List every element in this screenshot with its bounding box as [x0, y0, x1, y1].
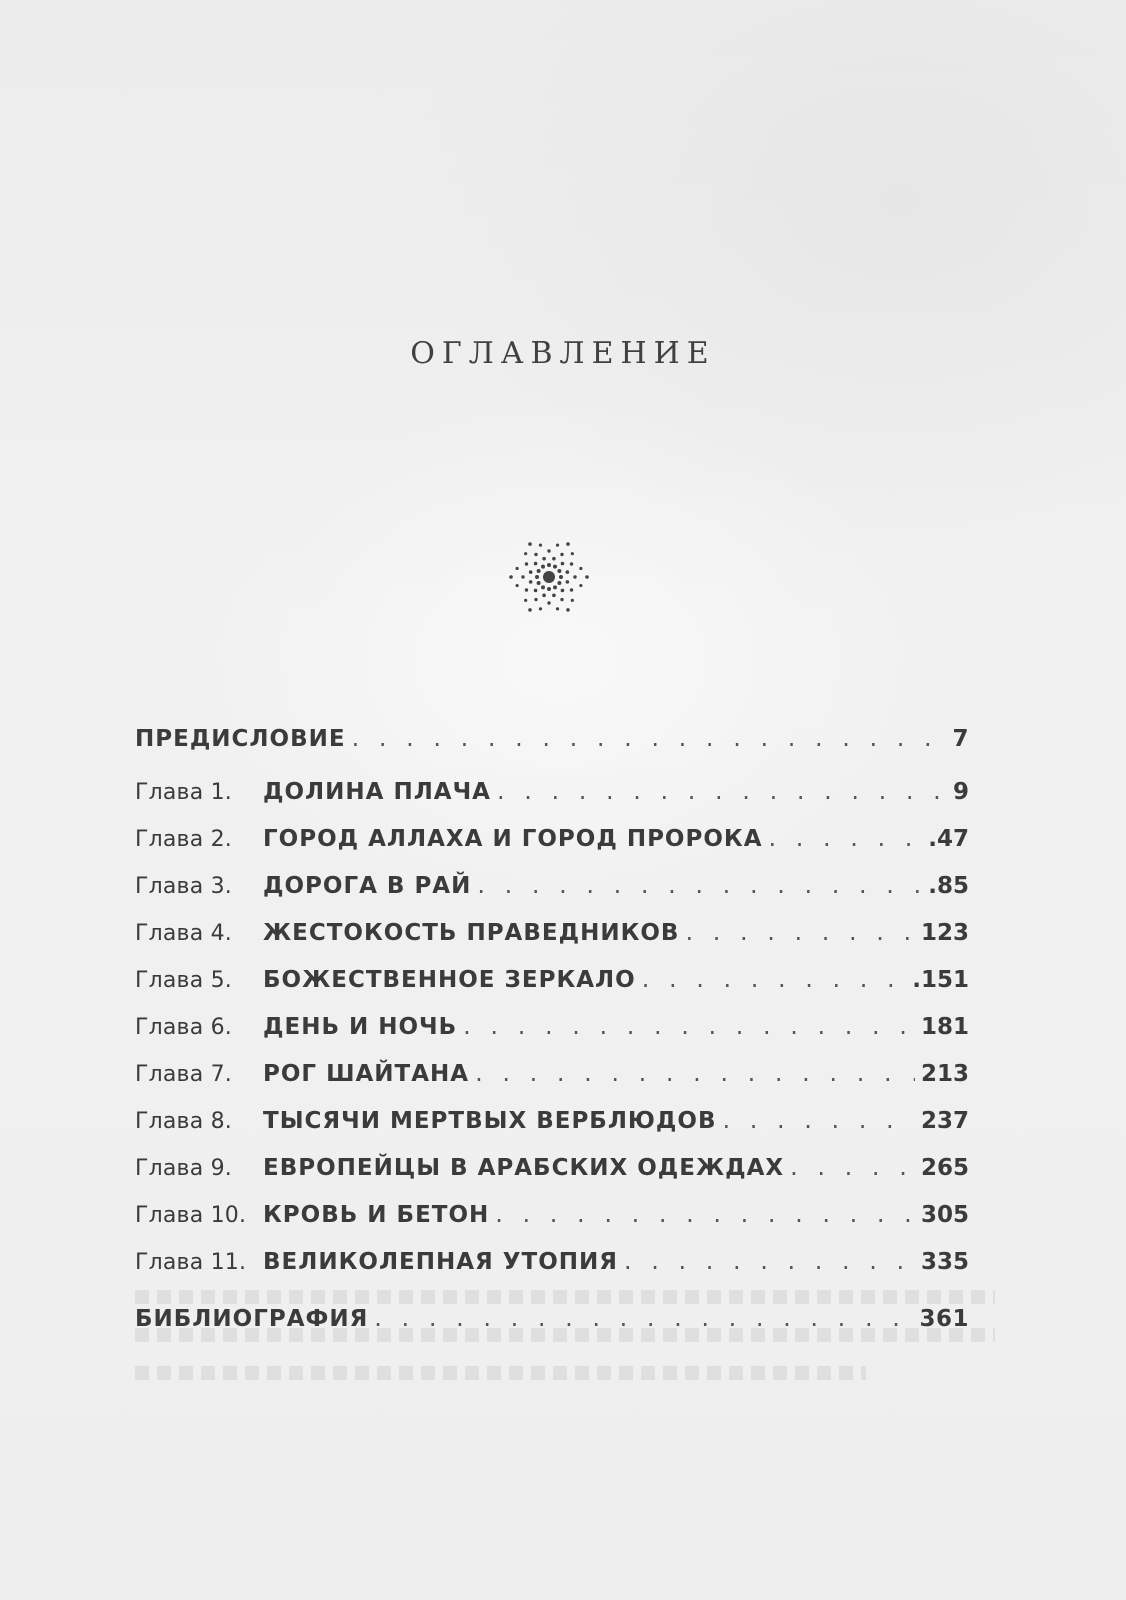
dot-leader	[477, 871, 922, 899]
dot-leader	[790, 1153, 915, 1181]
toc-entry-page: 181	[920, 1014, 969, 1040]
toc-entry-page: 9	[952, 779, 969, 805]
show-through-text	[135, 1290, 995, 1400]
toc-entry-page: 237	[920, 1108, 969, 1134]
toc-entry-title: ПРЕДИСЛОВИЕ	[135, 726, 346, 752]
dot-leader	[723, 1106, 915, 1134]
toc-entry-page: 123	[920, 920, 969, 946]
toc-entry-label: Глава 11.	[135, 1250, 247, 1275]
toc-entry-label: Глава 4.	[135, 921, 232, 946]
toc-entry-page: 305	[920, 1202, 969, 1228]
toc-entry-page: .85	[928, 873, 969, 899]
dot-leader	[475, 1059, 915, 1087]
toc-entry-page: 361	[919, 1306, 969, 1332]
toc-entry-label: Глава 6.	[135, 1015, 232, 1040]
toc-entry-title: КРОВЬ И БЕТОН	[263, 1202, 490, 1228]
dot-leader	[685, 918, 915, 946]
toc-entry-title: ДОЛИНА ПЛАЧА	[263, 779, 491, 805]
toc-entry-label: Глава 8.	[135, 1109, 232, 1134]
dot-leader	[495, 1200, 915, 1228]
toc-entry-title: ЕВРОПЕЙЦЫ В АРАБСКИХ ОДЕЖДАХ	[263, 1155, 785, 1181]
toc-entry-title: ДОРОГА В РАЙ	[263, 873, 472, 899]
toc-entry-chapter-6[interactable]	[135, 1012, 969, 1059]
toc-entry-label: Глава 3.	[135, 874, 232, 899]
toc-entry-chapter-2[interactable]	[135, 824, 969, 871]
toc-entry-title: РОГ ШАЙТАНА	[263, 1061, 470, 1087]
toc-entry-page: .151	[912, 967, 969, 993]
dot-leader	[463, 1012, 915, 1040]
toc-entry-title: ВЕЛИКОЛЕПНАЯ УТОПИЯ	[263, 1249, 618, 1275]
toc-entry-title: ГОРОД АЛЛАХА И ГОРОД ПРОРОКА	[263, 826, 763, 852]
toc-entry-page: 7	[952, 726, 969, 752]
toc-entry-chapter-7[interactable]	[135, 1059, 969, 1106]
dot-leader	[352, 724, 947, 752]
toc-entry-title: ТЫСЯЧИ МЕРТВЫХ ВЕРБЛЮДОВ	[263, 1108, 717, 1134]
toc-entry-title: ЖЕСТОКОСТЬ ПРАВЕДНИКОВ	[263, 920, 680, 946]
toc-entry-preface[interactable]	[135, 724, 969, 771]
toc-entry-chapter-9[interactable]	[135, 1153, 969, 1200]
toc-entry-label: Глава 9.	[135, 1156, 232, 1181]
page-title: ОГЛАВЛЕНИЕ	[410, 336, 716, 371]
dot-leader	[624, 1247, 915, 1275]
toc-entry-label: Глава 2.	[135, 827, 232, 852]
toc-entry-label: Глава 1.	[135, 780, 232, 805]
toc-entry-page: 335	[920, 1249, 969, 1275]
dot-leader	[769, 824, 923, 852]
toc-entry-title: ДЕНЬ И НОЧЬ	[263, 1014, 458, 1040]
toc-entry-chapter-8[interactable]	[135, 1106, 969, 1153]
toc-entry-title: БИБЛИОГРАФИЯ	[135, 1306, 369, 1332]
toc-entry-page: 213	[920, 1061, 969, 1087]
dot-leader	[497, 777, 947, 805]
toc-entry-chapter-3[interactable]	[135, 871, 969, 918]
toc-entry-label: Глава 10.	[135, 1203, 247, 1228]
toc-entry-chapter-1[interactable]	[135, 777, 969, 824]
toc-entry-chapter-10[interactable]	[135, 1200, 969, 1247]
toc-entry-chapter-11[interactable]	[135, 1247, 969, 1294]
toc-entry-label: Глава 7.	[135, 1062, 232, 1087]
toc-entry-title: БОЖЕСТВЕННОЕ ЗЕРКАЛО	[263, 967, 636, 993]
toc-entry-label: Глава 5.	[135, 968, 232, 993]
toc-entry-chapter-4[interactable]	[135, 918, 969, 965]
rosette-ornament-icon	[509, 537, 589, 617]
toc-entry-page: 265	[920, 1155, 969, 1181]
dot-leader	[642, 965, 907, 993]
table-of-contents	[135, 724, 969, 1351]
toc-entry-page: .47	[928, 826, 969, 852]
toc-entry-chapter-5[interactable]	[135, 965, 969, 1012]
